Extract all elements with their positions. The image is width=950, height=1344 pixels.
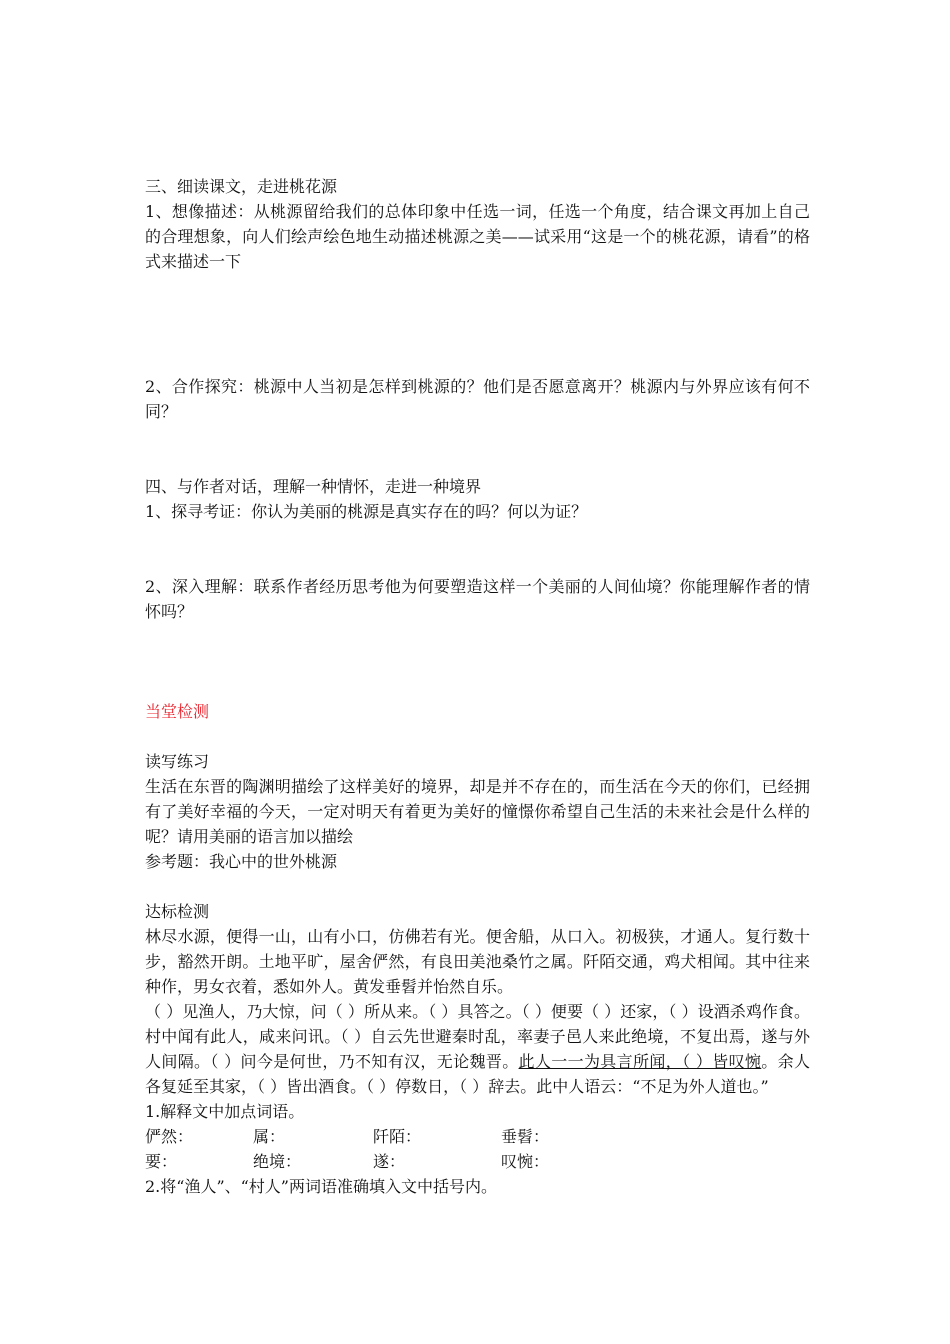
vocab-item: 叹惋：	[501, 1152, 550, 1171]
passage-text: 。余人各复延至其家，（ ）皆出酒食。（ ）停数日，（ ）辞去。此中人语云：“不足为外人道也。”	[145, 1052, 810, 1096]
section-4-question-1: 1、探寻考证：你认为美丽的桃源是真实存在的吗？何以为证？	[145, 502, 588, 521]
document-page	[145, 174, 810, 1199]
spacer	[145, 724, 810, 749]
vocab-item: 绝境：	[253, 1152, 302, 1171]
answer-space	[145, 624, 810, 699]
answer-space	[145, 349, 810, 374]
reference-topic: 参考题：我心中的世外桃源	[145, 852, 338, 871]
underlined-sentence: 此人一一为具言所闻，（ ）皆叹惋	[518, 1052, 762, 1071]
vocab-row-1	[145, 1124, 810, 1149]
exercise-1: 1.解释文中加点词语。	[145, 1102, 305, 1121]
test-heading: 当堂检测	[145, 702, 210, 721]
vocab-item: 遂：	[373, 1152, 406, 1171]
answer-space	[145, 524, 810, 574]
standard-test-title: 达标检测	[145, 902, 210, 921]
answer-space	[145, 424, 810, 474]
passage-paragraph-2	[145, 999, 810, 1099]
reading-writing-title: 读写练习	[145, 752, 210, 771]
reading-writing-prompt: 生活在东晋的陶渊明描绘了这样美好的境界，却是并不存在的，而生活在今天的你们，已经拥有了美好幸福的今天，一定对明天有着更为美好的憧憬你希望自己生活的未来社会是什么样的呢？请用美丽的语言加以描绘	[145, 777, 810, 846]
section-3-title: 三、细读课文，走进桃花源	[145, 177, 338, 196]
vocab-item: 属：	[253, 1127, 286, 1146]
section-4-title: 四、与作者对话，理解一种情怀，走进一种境界	[145, 477, 482, 496]
vocab-row-2	[145, 1149, 810, 1174]
section-3-question-2: 2、合作探究：桃源中人当初是怎样到桃源的？他们是否愿意离开？桃源内与外界应该有何不同？	[145, 377, 810, 421]
spacer	[145, 874, 810, 899]
vocab-item: 垂髫：	[501, 1127, 550, 1146]
vocab-item: 阡陌：	[373, 1127, 422, 1146]
section-3-question-1: 1、想像描述：从桃源留给我们的总体印象中任选一词，任选一个角度，结合课文再加上自己的合理想象，向人们绘声绘色地生动描述桃源之美——试采用“这是一个的桃花源，请看”的格式来描述一下	[145, 202, 810, 271]
answer-space	[145, 274, 810, 349]
passage-text: （ ）见渔人，乃大惊，问（ ）所从来。（ ）具答之。（ ）便要（ ）还家，（ ）设酒杀鸡作食。村中闻有此人，咸来问讯。（ ）自云先世避秦时乱，率妻子邑人来此绝境，不复出焉，遂与外人间隔。（ ）问今是何世，乃不知有汉，无论魏晋。	[145, 1002, 810, 1071]
section-4-question-2: 2、深入理解：联系作者经历思考他为何要塑造这样一个美丽的人间仙境？你能理解作者的情怀吗？	[145, 577, 810, 621]
exercise-2: 2.将“渔人”、“村人”两词语准确填入文中括号内。	[145, 1177, 497, 1196]
passage-paragraph-1: 林尽水源，便得一山，山有小口，仿佛若有光。便舍船，从口入。初极狭，才通人。复行数十步，豁然开朗。土地平旷，屋舍俨然，有良田美池桑竹之属。阡陌交通，鸡犬相闻。其中往来种作，男女衣着，悉如外人。黄发垂髫并怡然自乐。	[145, 927, 810, 996]
vocab-item: 俨然：	[145, 1127, 194, 1146]
vocab-item: 要：	[145, 1152, 178, 1171]
